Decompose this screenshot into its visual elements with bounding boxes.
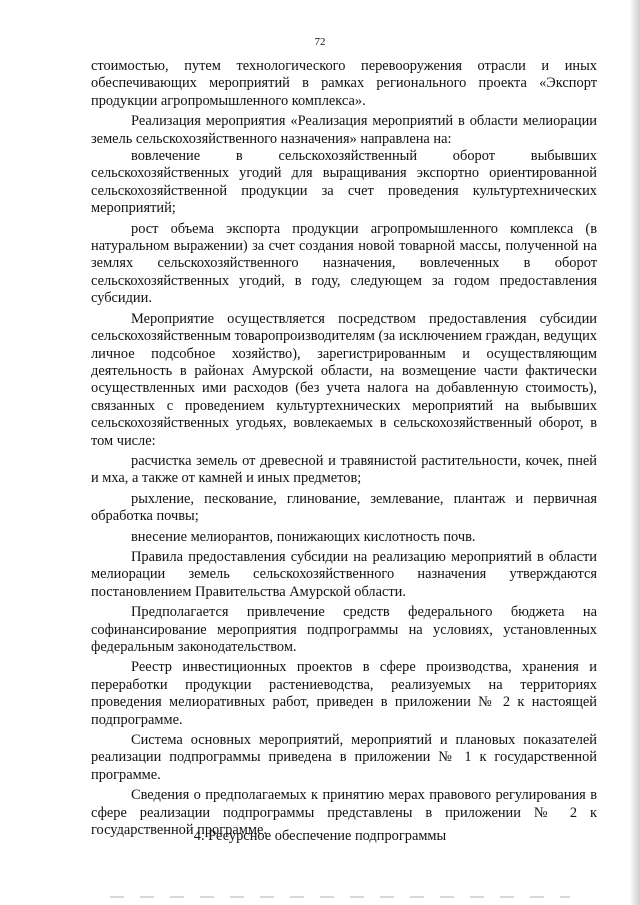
- section-heading: 4. Ресурсное обеспечение подпрограммы: [193, 828, 447, 844]
- paragraph-3: вовлечение в сельскохозяйственный оборот выбывших сельскохозяйственных угодий для выращивания экспортно ориентированной сельскохозяйственной продукции за счет проведения культуртехнических мероприятий;: [91, 148, 597, 217]
- paragraph-5: Мероприятие осуществляется посредством предоставления субсидии сельскохозяйственным товаропроизводителям (за исключением граждан, ведущих личное подсобное хозяйство), зарегистрированным и осуществляющим деятельность в районах Амурской области, на возмещение части фактически осуществленных ими расходов (без учета налога на добавленную стоимость), связанных с проведением культуртехнических мероприятий на выбывших сельскохозяйственных угодьях, вовлекаемых в сельскохозяйственный оборот, в том числе:: [91, 310, 597, 449]
- page-number: 72: [314, 36, 326, 48]
- scan-edge-shadow: [630, 0, 640, 905]
- paragraph-8: внесение мелиорантов, понижающих кислотность почв.: [131, 528, 476, 545]
- paragraph-9: Правила предоставления субсидии на реализацию мероприятий в области мелиорации земель сельскохозяйственного назначения утверждаются постановлением Правительства Амурской области.: [91, 548, 597, 600]
- paragraph-12: Система основных мероприятий, мероприятий и плановых показателей реализации подпрограммы приведена в приложении № 1 к государственной программе.: [91, 732, 597, 783]
- scan-bottom-marks: [110, 896, 570, 898]
- paragraph-4: рост объема экспорта продукции агропромышленного комплекса (в натуральном выражении) за счет создания новой товарной массы, полученной на землях сельскохозяйственного назначения, вовлеченных в оборот сельскохозяйственных угодий, в году, следующем за годом предоставления субсидии.: [91, 220, 597, 307]
- paragraph-10: Предполагается привлечение средств федерального бюджета на софинансирование мероприятия подпрограммы на условиях, установленных федеральным законодательством.: [91, 604, 597, 655]
- document-body: [91, 58, 597, 839]
- paragraph-6: расчистка земель от древесной и травянистой растительности, кочек, пней и мха, а также от камней и иных предметов;: [91, 452, 597, 487]
- paragraph-7: рыхление, пескование, глинование, землевание, плантаж и первичная обработка почвы;: [91, 490, 597, 525]
- paragraph-11: Реестр инвестиционных проектов в сфере производства, хранения и переработки продукции растениеводства, реализуемых на территориях проведения мелиоративных работ, приведен в приложении № 2 к настоящей подпрограмме.: [91, 659, 597, 728]
- paragraph-13: Сведения о предполагаемых к принятию мерах правового регулирования в сфере реализации подпрограммы представлены в приложении № 2 к государственной программе.: [91, 787, 597, 839]
- paragraph-2: Реализация мероприятия «Реализация мероприятий в области мелиорации земель сельскохозяйственного назначения» направлена на:: [91, 113, 597, 147]
- paragraph-1: стоимостью, путем технологического перевооружения отрасли и иных обеспечивающих мероприятий в рамках регионального проекта «Экспорт продукции агропромышленного комплекса».: [91, 58, 597, 109]
